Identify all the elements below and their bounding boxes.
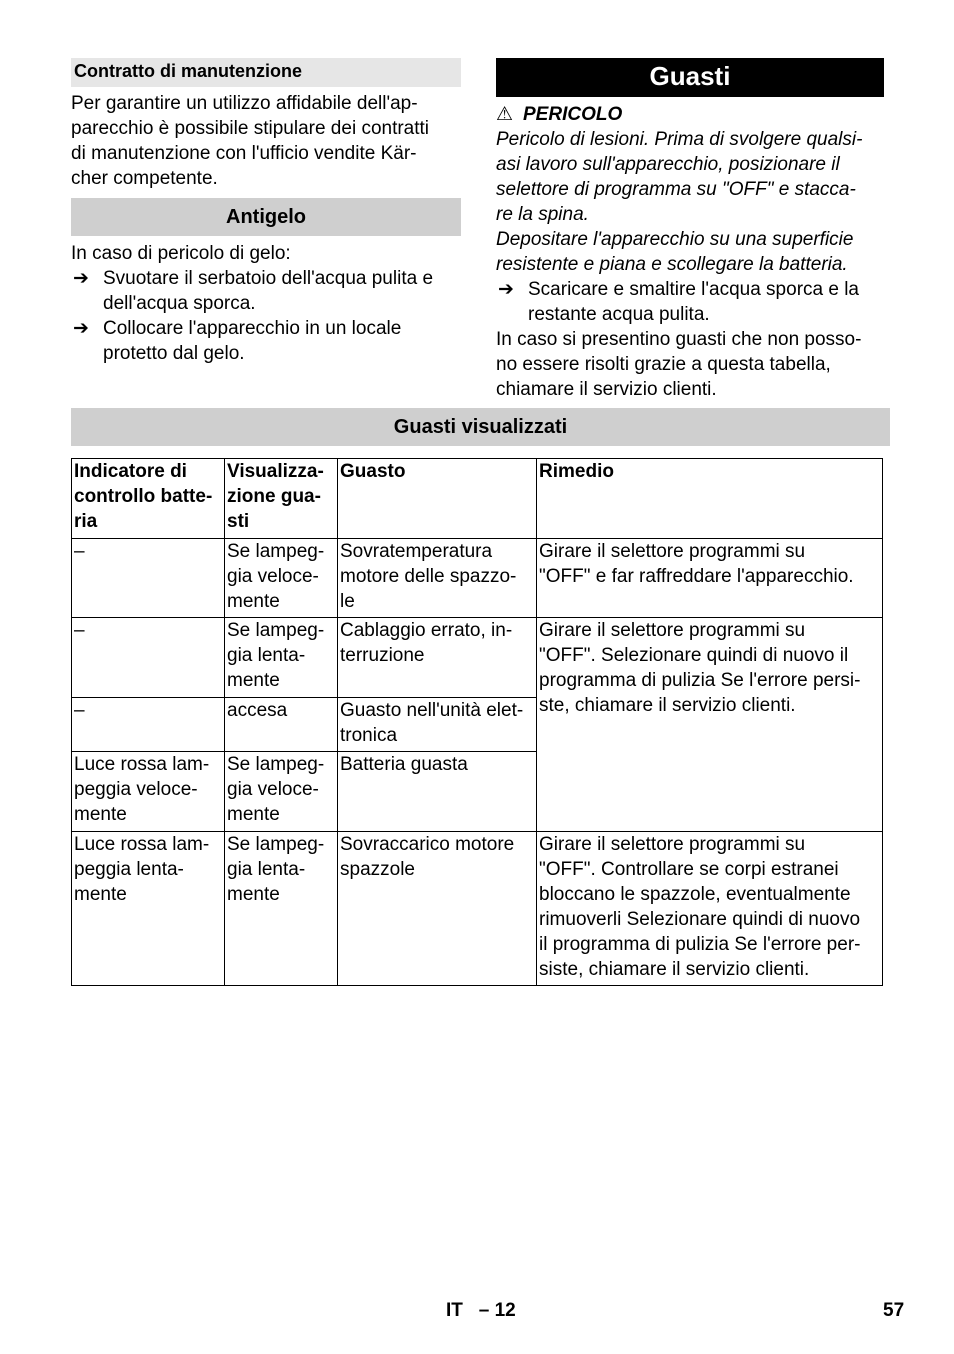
cell-line: mente bbox=[227, 670, 280, 691]
cell-line: mente bbox=[227, 804, 280, 825]
cell-battery-indicator bbox=[72, 832, 225, 986]
list-item-text: restante acqua pulita. bbox=[528, 304, 710, 325]
header-line: zione gua- bbox=[227, 486, 321, 507]
header-line: Visualizza- bbox=[227, 461, 324, 482]
header-line: Guasto bbox=[340, 461, 406, 482]
header-line: Indicatore di bbox=[74, 461, 187, 482]
cell-line: – bbox=[74, 541, 85, 562]
right-column bbox=[496, 58, 884, 402]
cell-fault-display bbox=[225, 698, 338, 752]
cell-line: Girare il selettore programmi su bbox=[539, 620, 806, 641]
warning-line: asi lavoro sull'apparecchio, posizionare il bbox=[496, 154, 840, 175]
header-line: ria bbox=[74, 511, 98, 532]
cell-line: il programma di pulizia Se l'errore per- bbox=[539, 934, 861, 955]
list-item bbox=[71, 266, 461, 316]
maintenance-paragraph bbox=[71, 91, 461, 191]
cell-line: gia lenta- bbox=[227, 645, 306, 666]
warning-line: resistente e piana e scollegare la batteria. bbox=[496, 254, 848, 275]
warning-triangle-icon: ⚠ bbox=[496, 104, 514, 125]
cell-line: bloccano le spazzole, eventualmente bbox=[539, 884, 851, 905]
cell-fault bbox=[338, 698, 537, 752]
cell-line: "OFF". Controllare se corpi estranei bbox=[539, 859, 839, 880]
cell-line: terruzione bbox=[340, 645, 425, 666]
warning-label: PERICOLO bbox=[523, 104, 623, 125]
list-item-text: protetto dal gelo. bbox=[103, 343, 245, 364]
list-item bbox=[71, 316, 461, 366]
cell-line: Se lampeg- bbox=[227, 541, 325, 562]
table-row bbox=[72, 539, 883, 618]
cell-remedy bbox=[537, 832, 883, 986]
cell-line: Se lampeg- bbox=[227, 754, 325, 775]
arrow-right-icon: ➔ bbox=[73, 318, 89, 339]
cell-line: peggia veloce- bbox=[74, 779, 198, 800]
cell-fault bbox=[338, 832, 537, 986]
cell-fault-display bbox=[225, 832, 338, 986]
cell-battery-indicator bbox=[72, 698, 225, 752]
cell-line: Guasto nell'unità elet- bbox=[340, 700, 524, 721]
cell-line: – bbox=[74, 620, 85, 641]
cell-line: Se lampeg- bbox=[227, 620, 325, 641]
cell-line: mente bbox=[227, 591, 280, 612]
maintenance-heading: Contratto di manutenzione bbox=[71, 58, 461, 87]
cell-line: Girare il selettore programmi su bbox=[539, 834, 806, 855]
cell-line: tronica bbox=[340, 725, 398, 746]
left-column bbox=[71, 58, 461, 366]
cell-battery-indicator bbox=[72, 539, 225, 618]
cell-line: Cablaggio errato, in- bbox=[340, 620, 513, 641]
cell-line: gia veloce- bbox=[227, 779, 319, 800]
cell-line: mente bbox=[227, 884, 280, 905]
list-item bbox=[496, 277, 884, 327]
warning-line: selettore di programma su "OFF" e stacca- bbox=[496, 179, 856, 200]
service-line: In caso si presentino guasti che non posso- bbox=[496, 329, 862, 350]
cell-line: Se lampeg- bbox=[227, 834, 325, 855]
cell-line: peggia lenta- bbox=[74, 859, 184, 880]
cell-fault bbox=[338, 752, 537, 832]
service-line: no essere risolti grazie a questa tabella, bbox=[496, 354, 831, 375]
cell-fault-display bbox=[225, 618, 338, 698]
cell-fault-display bbox=[225, 539, 338, 618]
cell-line: "OFF" e far raffreddare l'apparecchio. bbox=[539, 566, 854, 587]
cell-line: mente bbox=[74, 804, 127, 825]
table-header-row bbox=[72, 459, 883, 539]
cell-remedy bbox=[537, 539, 883, 618]
cell-line: Sovraccarico motore bbox=[340, 834, 515, 855]
list-item-text: dell'acqua sporca. bbox=[103, 293, 256, 314]
table-row bbox=[72, 832, 883, 986]
cell-line: accesa bbox=[227, 700, 288, 721]
header-battery-indicator bbox=[72, 459, 225, 539]
cell-line: mente bbox=[74, 884, 127, 905]
warning-line: re la spina. bbox=[496, 204, 589, 225]
cell-battery-indicator bbox=[72, 618, 225, 698]
frost-intro: In caso di pericolo di gelo: bbox=[71, 243, 291, 264]
maintenance-line: Per garantire un utilizzo affidabile dell'ap- bbox=[71, 93, 418, 114]
faults-table bbox=[71, 458, 883, 986]
header-fault bbox=[338, 459, 537, 539]
cell-line: gia lenta- bbox=[227, 859, 306, 880]
warning-text bbox=[496, 127, 884, 277]
cell-line: motore delle spazzo- bbox=[340, 566, 517, 587]
cell-line: "OFF". Selezionare quindi di nuovo il bbox=[539, 645, 849, 666]
cell-line: programma di pulizia Se l'errore persi- bbox=[539, 670, 861, 691]
service-paragraph bbox=[496, 327, 884, 402]
arrow-right-icon: ➔ bbox=[498, 279, 514, 300]
cell-fault bbox=[338, 539, 537, 618]
table-row bbox=[72, 618, 883, 698]
frost-heading: Antigelo bbox=[71, 198, 461, 236]
list-item-text: Collocare l'apparecchio in un locale bbox=[103, 318, 402, 339]
footer-language-page: IT – 12 bbox=[446, 1300, 516, 1321]
cell-line: Luce rossa lam- bbox=[74, 754, 210, 775]
header-remedy bbox=[537, 459, 883, 539]
cell-line: Girare il selettore programmi su bbox=[539, 541, 806, 562]
maintenance-line: di manutenzione con l'ufficio vendite Kär- bbox=[71, 143, 417, 164]
arrow-right-icon: ➔ bbox=[73, 268, 89, 289]
cell-fault-display bbox=[225, 752, 338, 832]
maintenance-line: parecchio è possibile stipulare dei contratti bbox=[71, 118, 430, 139]
warning-line: Pericolo di lesioni. Prima di svolgere qualsi- bbox=[496, 129, 863, 150]
warning-heading bbox=[496, 102, 884, 127]
cell-line: Luce rossa lam- bbox=[74, 834, 210, 855]
list-item-text: Svuotare il serbatoio dell'acqua pulita e bbox=[103, 268, 434, 289]
cell-line: Batteria guasta bbox=[340, 754, 468, 775]
warning-line: Depositare l'apparecchio su una superficie bbox=[496, 229, 854, 250]
cell-line: rimuoverli Selezionare quindi di nuovo bbox=[539, 909, 861, 930]
cell-line: ste, chiamare il servizio clienti. bbox=[539, 695, 796, 716]
cell-line: gia veloce- bbox=[227, 566, 319, 587]
footer-page-number: 57 bbox=[883, 1300, 905, 1321]
cell-line: siste, chiamare il servizio clienti. bbox=[539, 959, 810, 980]
cell-fault bbox=[338, 618, 537, 698]
cell-line: le bbox=[340, 591, 355, 612]
list-item-text: Scaricare e smaltire l'acqua sporca e la bbox=[528, 279, 859, 300]
cell-remedy bbox=[537, 618, 883, 832]
cell-line: spazzole bbox=[340, 859, 415, 880]
faults-table-heading: Guasti visualizzati bbox=[71, 408, 890, 446]
service-line: chiamare il servizio clienti. bbox=[496, 379, 717, 400]
faults-title: Guasti bbox=[496, 58, 884, 97]
header-line: Rimedio bbox=[539, 461, 614, 482]
header-fault-display bbox=[225, 459, 338, 539]
header-line: sti bbox=[227, 511, 250, 532]
cell-battery-indicator bbox=[72, 752, 225, 832]
header-line: controllo batte- bbox=[74, 486, 213, 507]
cell-line: – bbox=[74, 700, 85, 721]
cell-line: Sovratemperatura bbox=[340, 541, 493, 562]
maintenance-line: cher competente. bbox=[71, 168, 218, 189]
